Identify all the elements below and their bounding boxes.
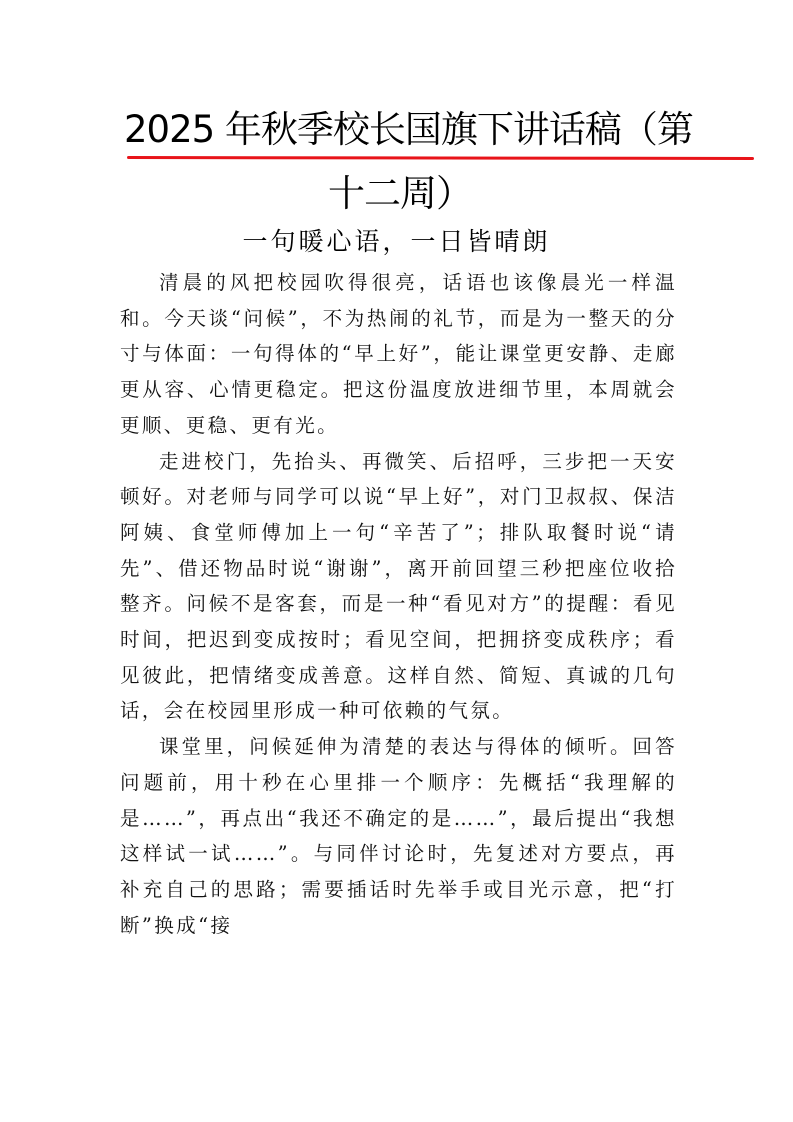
document-title-line-2: 十二周） bbox=[328, 172, 472, 215]
paragraph: 课堂里，问候延伸为清楚的表达与得体的倾听。回答问题前，用十秒在心里排一个顺序：先概括“我理解的是……”，再点出“我还不确定的是……”，最后提出“我想这样试一试……”。与同伴讨论时，先复述对方要点，再补充自己的思路；需要插话时先举手或目光示意，把“打断”换成“接 bbox=[120, 735, 677, 937]
paragraph: 清晨的风把校园吹得很亮，话语也该像晨光一样温和。今天谈“问候”，不为热闹的礼节，而是为一整天的分寸与体面：一句得体的“早上好”，能让课堂更安静、走廊更从容、心情更稳定。把这份温度放进细节里，本周就会更顺、更稳、更有光。 bbox=[120, 271, 677, 437]
document-title-line-1: 2025 年秋季校长国旗下讲话稿（第 bbox=[124, 108, 693, 151]
document-body bbox=[120, 265, 677, 943]
document-subtitle: 一句暖心语，一日皆晴朗 bbox=[242, 227, 551, 256]
title-red-rule bbox=[127, 156, 754, 160]
paragraph: 走进校门，先抬头、再微笑、后招呼，三步把一天安顿好。对老师与同学可以说“早上好”，对门卫叔叔、保洁阿姨、食堂师傅加上一句“辛苦了”；排队取餐时说“请先”、借还物品时说“谢谢”，离开前回望三秒把座位收拾整齐。问候不是客套，而是一种“看见对方”的提醒：看见时间，把迟到变成按时；看见空间，把拥挤变成秩序；看见彼此，把情绪变成善意。这样自然、简短、真诚的几句话，会在校园里形成一种可依赖的气氛。 bbox=[120, 449, 677, 723]
